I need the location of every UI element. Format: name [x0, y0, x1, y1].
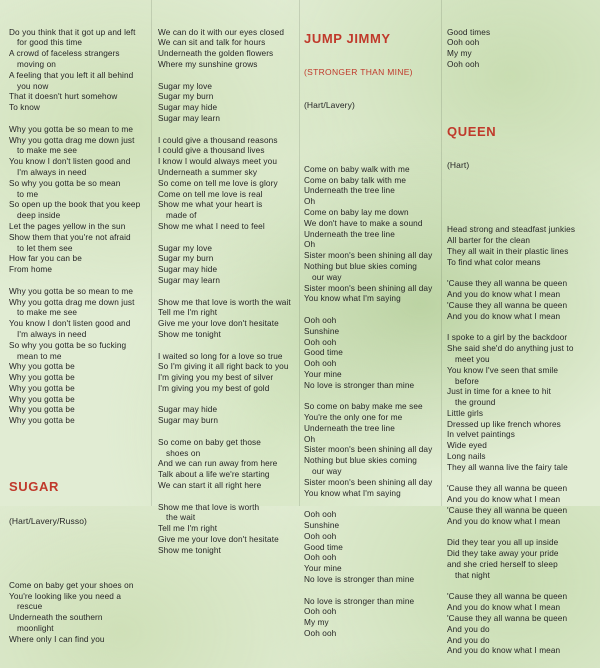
- lyric-line: Come on tell me love is real: [158, 189, 263, 199]
- lyric-line: Underneath the tree line: [304, 186, 395, 196]
- lyric-line: I'm giving you my best of gold: [158, 383, 270, 393]
- lyric-line: Good time: [304, 542, 343, 552]
- lyric-line: And you do know what I mean: [447, 495, 561, 505]
- panel-fold-2: [299, 0, 300, 506]
- lyric-line: I'm giving you my best of silver: [158, 373, 274, 383]
- lyric-line: Sugar my love: [158, 81, 213, 91]
- lyric-line: All barter for the clean: [447, 236, 531, 246]
- lyric-line: and she cried herself to sleep: [447, 560, 558, 570]
- lyric-line: Little girls: [447, 408, 484, 418]
- lyric-line: Ooh ooh: [447, 38, 480, 48]
- song-subtitle-jump-jimmy: (STRONGER THAN MINE): [304, 67, 413, 78]
- lyric-line: Head strong and steadfast junkies: [447, 225, 576, 235]
- lyric-line: you now: [17, 81, 49, 91]
- lyric-line: You know what I'm saying: [304, 294, 401, 304]
- lyric-line: They all wanna live the fairy tale: [447, 462, 568, 472]
- lyric-line: Sister moon's been shining all day: [304, 445, 433, 455]
- lyric-line: Why you gotta be: [9, 405, 75, 415]
- lyric-line: Sugar my burn: [158, 254, 214, 264]
- lyric-line: Where my sunshine grows: [158, 59, 258, 69]
- lyric-line: Underneath the golden flowers: [158, 49, 274, 59]
- lyric-line: Show me that love is worth the wait: [158, 297, 291, 307]
- lyrics-column-4: [447, 6, 575, 668]
- lyric-line: And you do know what I mean: [447, 603, 561, 613]
- panel-fold-1: [151, 0, 152, 506]
- lyric-line: Oh: [304, 240, 316, 250]
- jump-jimmy-lyrics: [304, 165, 432, 640]
- lyric-line: Show me tonight: [158, 329, 221, 339]
- lyric-line: And you do know what I mean: [447, 516, 561, 526]
- lyric-line: Come on baby lay me down: [304, 207, 409, 217]
- lyric-line: Underneath a summer sky: [158, 167, 258, 177]
- lyric-line: Sugar may hide: [158, 103, 218, 113]
- lyric-line: Talk about a life we're starting: [158, 470, 270, 480]
- lyric-line: So I'm giving it all right back to you: [158, 362, 289, 372]
- sugar-lyrics-continued: [158, 28, 291, 557]
- lyric-line: Ooh ooh: [304, 359, 337, 369]
- jump-jimmy-lyrics-end: [447, 28, 575, 71]
- lyric-line: Sunshine: [304, 521, 340, 531]
- lyric-line: Did they take away your pride: [447, 549, 559, 559]
- lyric-line: No love is stronger than mine: [304, 575, 415, 585]
- lyric-line: Sugar may burn: [158, 416, 219, 426]
- lyric-line: Ooh ooh: [304, 553, 337, 563]
- lyric-line: And you do know what I mean: [447, 646, 561, 656]
- lyric-line: Wide eyed: [447, 441, 487, 451]
- lyric-line: meet you: [455, 354, 490, 364]
- lyric-line: Let the pages yellow in the sun: [9, 221, 126, 231]
- lyric-line: mean to me: [17, 351, 62, 361]
- lyric-line: Ooh ooh: [304, 629, 337, 639]
- lyric-line: Dressed up like french whores: [447, 419, 561, 429]
- lyric-line: Why you gotta drag me down just: [9, 297, 135, 307]
- previous-song-lyrics: [9, 28, 140, 427]
- lyric-line: Sister moon's been shining all day: [304, 251, 433, 261]
- lyric-line: So come on baby make me see: [304, 402, 423, 412]
- lyric-line: to me: [17, 189, 39, 199]
- lyric-line: deep inside: [17, 211, 61, 221]
- song-credit-sugar: (Hart/Lavery/Russo): [9, 515, 87, 526]
- lyric-line: 'Cause they all wanna be queen: [447, 300, 568, 310]
- lyric-line: I could give a thousand reasons: [158, 135, 278, 145]
- lyric-line: rescue: [17, 602, 43, 612]
- lyric-line: that night: [455, 570, 490, 580]
- lyric-line: Good times: [447, 27, 491, 37]
- lyric-line: Tell me I'm right: [158, 524, 218, 534]
- lyric-line: Give me your love don't hesitate: [158, 535, 279, 545]
- lyric-line: How far you can be: [9, 254, 82, 264]
- lyric-line: No love is stronger than mine: [304, 596, 415, 606]
- lyric-line: Come on baby walk with me: [304, 164, 410, 174]
- lyric-line: You're looking like you need a: [9, 591, 122, 601]
- lyric-line: Where only I can find you: [9, 634, 105, 644]
- panel-fold-3: [441, 0, 442, 506]
- lyric-line: And we can run away from here: [158, 459, 278, 469]
- lyric-line: Sister moon's been shining all day: [304, 283, 433, 293]
- lyric-line: Show me what your heart is: [158, 200, 263, 210]
- lyric-line: 'Cause they all wanna be queen: [447, 614, 568, 624]
- lyric-line: And you do: [447, 635, 490, 645]
- song-title-sugar: SUGAR: [9, 479, 59, 495]
- song-title-jump-jimmy: JUMP JIMMY: [304, 30, 391, 46]
- lyric-line: From home: [9, 265, 53, 275]
- lyric-line: made of: [166, 211, 197, 221]
- lyric-line: Do you think that it got up and left: [9, 27, 136, 37]
- lyric-line: So come on tell me love is glory: [158, 178, 278, 188]
- lyric-line: Come on baby get your shoes on: [9, 580, 134, 590]
- lyric-line: our way: [312, 272, 342, 282]
- lyric-line: My my: [304, 618, 329, 628]
- lyric-line: the ground: [455, 398, 496, 408]
- lyric-line: Sugar may learn: [158, 113, 221, 123]
- lyric-line: the wait: [166, 513, 196, 523]
- lyric-line: to make me see: [17, 146, 78, 156]
- lyric-line: 'Cause they all wanna be queen: [447, 279, 568, 289]
- lyric-line: Good time: [304, 348, 343, 358]
- lyric-line: Ooh ooh: [447, 59, 480, 69]
- lyric-line: Tell me I'm right: [158, 308, 218, 318]
- lyric-line: Why you gotta be: [9, 383, 75, 393]
- lyric-line: I'm always in need: [17, 167, 87, 177]
- lyric-line: Underneath the tree line: [304, 423, 395, 433]
- lyric-line: And you do: [447, 624, 490, 634]
- lyric-line: Ooh ooh: [304, 315, 337, 325]
- lyrics-column-2: [158, 6, 291, 567]
- queen-lyrics: [447, 225, 575, 657]
- lyric-line: Sugar my burn: [158, 92, 214, 102]
- lyric-line: To find what color means: [447, 257, 541, 267]
- lyric-line: Why you gotta be: [9, 362, 75, 372]
- lyric-line: Sugar may learn: [158, 275, 221, 285]
- lyric-line: 'Cause they all wanna be queen: [447, 484, 568, 494]
- lyric-line: We can do it with our eyes closed: [158, 27, 285, 37]
- lyric-line: to make me see: [17, 308, 78, 318]
- lyric-line: They all wait in their plastic lines: [447, 246, 569, 256]
- lyric-line: You know what I'm saying: [304, 488, 401, 498]
- lyric-line: for good this time: [17, 38, 83, 48]
- lyric-line: Why you gotta be so mean to me: [9, 286, 134, 296]
- lyric-line: Come on baby talk with me: [304, 175, 407, 185]
- lyric-line: Long nails: [447, 452, 486, 462]
- lyric-line: You're the only one for me: [304, 413, 403, 423]
- lyric-line: No love is stronger than mine: [304, 380, 415, 390]
- lyric-line: You know I don't listen good and: [9, 157, 131, 167]
- lyric-line: And you do know what I mean: [447, 290, 561, 300]
- song-title-queen: QUEEN: [447, 123, 497, 139]
- lyric-line: Show me what I need to feel: [158, 221, 265, 231]
- lyric-line: That it doesn't hurt somehow: [9, 92, 118, 102]
- lyric-line: In velvet paintings: [447, 430, 515, 440]
- lyric-line: Nothing but blue skies coming: [304, 261, 417, 271]
- lyric-line: Sugar may hide: [158, 405, 218, 415]
- lyric-line: Ooh ooh: [304, 531, 337, 541]
- lyric-line: Sunshine: [304, 326, 340, 336]
- sugar-lyrics-start: [9, 581, 140, 646]
- lyric-line: Oh: [304, 434, 316, 444]
- lyric-line: And you do know what I mean: [447, 311, 561, 321]
- lyric-line: Why you gotta be so mean to me: [9, 124, 134, 134]
- lyric-line: Why you gotta be: [9, 394, 75, 404]
- lyric-line: Why you gotta be: [9, 416, 75, 426]
- lyric-line: Your mine: [304, 564, 342, 574]
- lyric-line: Sugar may hide: [158, 265, 218, 275]
- lyric-line: She said she'd do anything just to: [447, 344, 574, 354]
- lyric-line: Give me your love don't hesitate: [158, 319, 279, 329]
- lyric-line: Nothing but blue skies coming: [304, 456, 417, 466]
- lyric-line: A feeling that you left it all behind: [9, 70, 134, 80]
- lyric-line: Sugar my love: [158, 243, 213, 253]
- lyrics-column-3: [304, 6, 432, 651]
- lyric-line: We can start it all right here: [158, 481, 262, 491]
- lyric-line: Show me that love is worth: [158, 502, 260, 512]
- lyric-line: Sister moon's been shining all day: [304, 477, 433, 487]
- lyric-line: 'Cause they all wanna be queen: [447, 506, 568, 516]
- lyric-line: We don't have to make a sound: [304, 218, 423, 228]
- lyric-line: My my: [447, 49, 472, 59]
- lyric-line: Ooh ooh: [304, 607, 337, 617]
- lyrics-column-1: [9, 6, 140, 656]
- lyric-line: A crowd of faceless strangers: [9, 49, 120, 59]
- lyric-line: Your mine: [304, 369, 342, 379]
- lyric-line: So why you gotta be so fucking: [9, 340, 127, 350]
- lyric-line: to let them see: [17, 243, 73, 253]
- lyric-line: Why you gotta be: [9, 373, 75, 383]
- lyric-line: Oh: [304, 197, 316, 207]
- lyric-line: Underneath the tree line: [304, 229, 395, 239]
- lyric-line: So open up the book that you keep: [9, 200, 141, 210]
- lyric-line: Did they tear you all up inside: [447, 538, 559, 548]
- lyric-line: Just in time for a knee to hit: [447, 387, 551, 397]
- lyric-line: So why you gotta be so mean: [9, 178, 121, 188]
- lyric-line: 'Cause they all wanna be queen: [447, 592, 568, 602]
- lyric-line: Show them that you're not afraid: [9, 232, 131, 242]
- lyric-line: I could give a thousand lives: [158, 146, 265, 156]
- lyric-line: You know I don't listen good and: [9, 319, 131, 329]
- lyric-line: I'm always in need: [17, 329, 87, 339]
- lyric-line: I spoke to a girl by the backdoor: [447, 333, 568, 343]
- lyric-line: moonlight: [17, 624, 54, 634]
- lyric-line: Ooh ooh: [304, 337, 337, 347]
- lyric-line: moving on: [17, 59, 56, 69]
- lyric-line: Ooh ooh: [304, 510, 337, 520]
- lyric-line: We can sit and talk for hours: [158, 38, 266, 48]
- song-credit-queen: (Hart): [447, 160, 470, 171]
- lyric-line: our way: [312, 467, 342, 477]
- lyric-line: I know I would always meet you: [158, 157, 278, 167]
- lyric-line: shoes on: [166, 448, 201, 458]
- lyric-line: Show me tonight: [158, 545, 221, 555]
- lyric-line: To know: [9, 103, 40, 113]
- song-credit-jump-jimmy: (Hart/Lavery): [304, 99, 355, 110]
- lyric-line: I waited so long for a love so true: [158, 351, 283, 361]
- lyric-line: You know I've seen that smile: [447, 365, 559, 375]
- lyric-line: Why you gotta drag me down just: [9, 135, 135, 145]
- lyric-line: So come on baby get those: [158, 437, 261, 447]
- lyric-line: Underneath the southern: [9, 613, 103, 623]
- lyric-line: before: [455, 376, 479, 386]
